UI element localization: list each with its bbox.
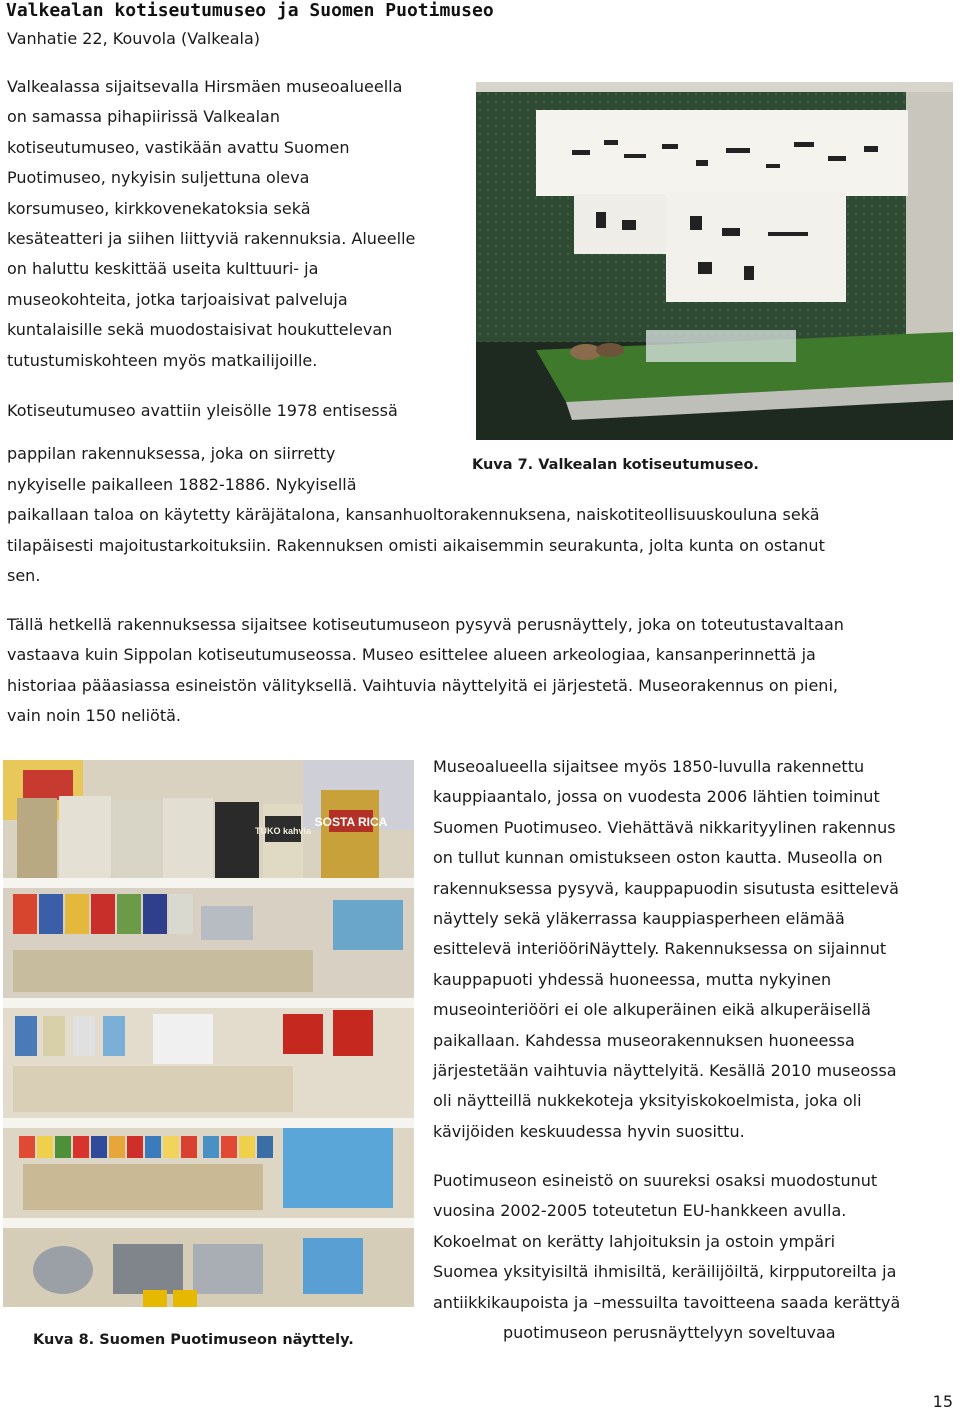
text-line: kävijöiden keskuudessa hyvin suosittu. <box>433 1121 745 1141</box>
text-line: Valkealassa sijaitsevalla Hirsmäen museoalueella <box>7 77 403 96</box>
text-line: on tullut kunnan omistukseen oston kautta. Museolla on <box>433 848 883 868</box>
text-line: kauppiaantalo, jossa on vuodesta 2006 lähtien toiminut <box>433 787 880 807</box>
text-line: paikallaan. Kahdessa museorakennuksen huoneessa <box>433 1030 855 1050</box>
text-line: vastaava kuin Sippolan kotiseutumuseossa. Museo esittelee alueen arkeologiaa, kansanperinnettä ja <box>7 645 816 665</box>
text-line: paikallaan taloa on käytetty käräjätalona, kansanhuoltorakennuksena, naiskotiteollisuuskouluna sekä <box>7 505 820 525</box>
coffee-can-label: TUKO kahvia <box>254 826 312 836</box>
text-line: Kokoelmat on kerätty lahjoituksin ja ostoin ympäri <box>433 1231 836 1251</box>
history-line-1: Kotiseutumuseo avattiin yleisölle 1978 entisessä <box>7 401 398 420</box>
text-line: Suomea yksityisiltä ihmisiltä, keräilijöiltä, kirpputoreilta ja <box>433 1262 897 1282</box>
text-line: näyttely sekä yläkerrassa kauppiasperheen elämää <box>433 909 845 929</box>
text-line: Museoalueella sijaitsee myös 1850-luvulla rakennettu <box>433 757 865 776</box>
text-line: nykyiselle paikalleen 1882-1886. Nykyisellä <box>7 475 357 494</box>
text-line: vain noin 150 neliötä. <box>7 706 181 726</box>
text-line: kuntalaisille sekä muodostaisivat houkuttelevan <box>7 320 393 340</box>
text-line: oli näytteillä nukkekoteja yksityiskokoelmista, joka oli <box>433 1091 862 1111</box>
intro-paragraph <box>7 72 415 376</box>
text-line: Puotimuseo, nykyisin suljettuna oleva <box>7 168 310 188</box>
shop-museum-paragraph <box>433 752 899 1147</box>
text-line: museokohteita, jotka tarjoaisivat palveluja <box>7 289 348 309</box>
text-line: historiaa pääasiassa esineistön välityksellä. Vaihtuvia näyttelyitä ei järjestetä. Museorakennus on pieni, <box>7 675 838 695</box>
history-line-2: pappilan rakennuksessa, joka on siirretty <box>7 444 336 463</box>
history-paragraph <box>7 470 825 592</box>
coffee-can-sign: SOSTA RICA <box>314 815 388 829</box>
text-line: kesäteatteri ja siihen liittyviä rakennuksia. Alueelle <box>7 229 416 249</box>
text-line: puotimuseon perusnäyttelyyn soveltuvaa <box>503 1323 836 1343</box>
text-line: museointeriööri ei ole alkuperäinen eikä alkuperäisellä <box>433 1000 871 1020</box>
text-line: on samassa pihapiirissä Valkealan <box>7 107 280 127</box>
text-line: Suomen Puotimuseo. Viehättävä nikkarityylinen rakennus <box>433 817 896 837</box>
text-line: Puotimuseon esineistö on suureksi osaksi muodostunut <box>433 1171 878 1190</box>
text-line: kauppapuoti yhdessä huoneessa, mutta nykyinen <box>433 969 832 989</box>
address: Vanhatie 22, Kouvola (Valkeala) <box>7 29 261 48</box>
text-line: järjestetään vaihtuvia näyttelyitä. Kesällä 2010 museossa <box>433 1061 897 1081</box>
text-line: Tällä hetkellä rakennuksessa sijaitsee kotiseutumuseon pysyvä perusnäyttely, joka on toteutustavaltaan <box>7 615 844 634</box>
collection-paragraph <box>433 1166 900 1348</box>
page-number: 15 <box>932 1392 953 1411</box>
text-line: antiikkikaupoista ja –messuilta tavoitteena saada kerättyä <box>433 1292 901 1312</box>
text-line: on haluttu keskittää useita kulttuuri- ja <box>7 259 319 279</box>
text-line: korsumuseo, kirkkovenekatoksia sekä <box>7 198 311 218</box>
text-line: tutustumiskohteen myös matkailijoille. <box>7 350 318 370</box>
figure-7-caption: Kuva 7. Valkealan kotiseutumuseo. <box>472 457 759 473</box>
museum-exhibition-photo <box>476 82 953 440</box>
figure-8-caption: Kuva 8. Suomen Puotimuseon näyttely. <box>33 1332 354 1348</box>
shop-museum-photo <box>3 760 414 1307</box>
page-title: Valkealan kotiseutumuseo ja Suomen Puotimuseo <box>6 0 494 21</box>
text-line: vuosina 2002-2005 toteutetun EU-hankkeen avulla. <box>433 1201 847 1221</box>
text-line: esittelevä interiööriNäyttely. Rakennuksessa on sijainnut <box>433 939 887 959</box>
exhibition-paragraph <box>7 610 844 732</box>
text-line: rakennuksessa pysyvä, kauppapuodin sisutusta esittelevä <box>433 878 899 898</box>
text-line: tilapäisesti majoitustarkoituksiin. Rakennuksen omisti aikaisemmin seurakunta, jolta kunta on ostanut <box>7 535 825 555</box>
text-line: sen. <box>7 566 41 586</box>
text-line: kotiseutumuseo, vastikään avattu Suomen <box>7 137 350 157</box>
